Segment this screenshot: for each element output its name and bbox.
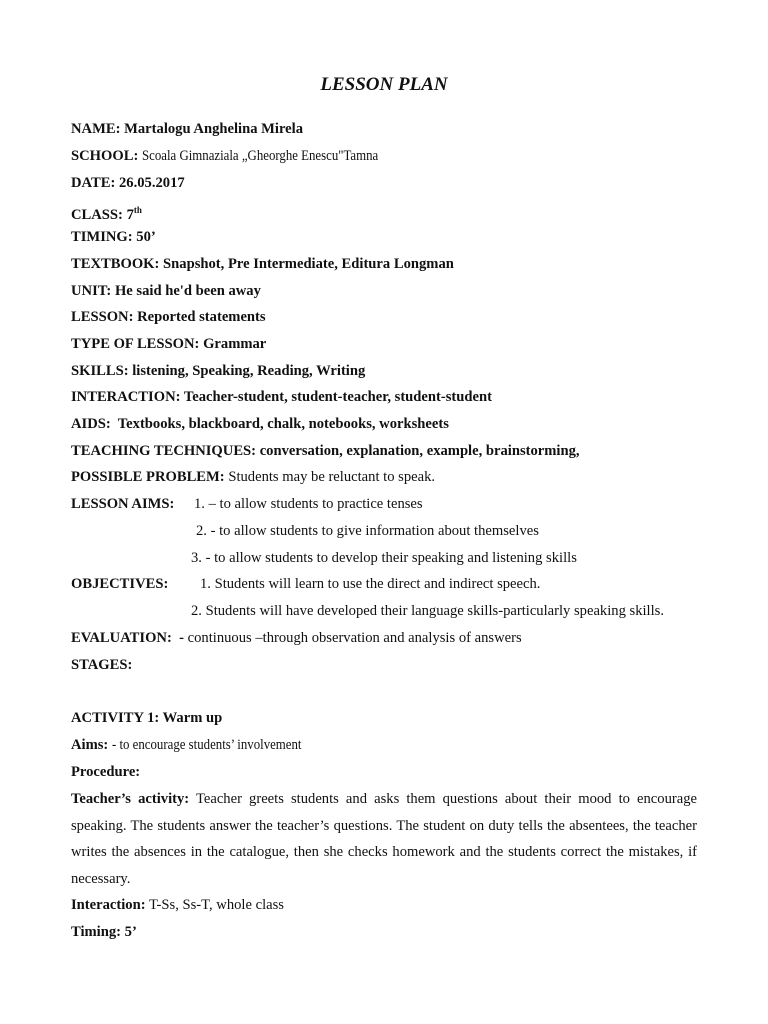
unit-label: UNIT: [71, 283, 112, 299]
unit-line [71, 282, 261, 300]
aids-value: Textbooks, blackboard, chalk, notebooks, worksheets [117, 416, 449, 432]
name-line [71, 120, 303, 138]
evaluation-line [71, 629, 522, 647]
date-label: DATE: [71, 175, 116, 191]
unit-value: He said he'd been away [114, 283, 261, 299]
name-label: NAME: [71, 121, 121, 137]
activity-aims-label: Aims: [71, 737, 109, 753]
class-superscript: th [133, 205, 142, 215]
lesson-aim-item: 1. – to allow students to practice tenses [194, 496, 423, 512]
problem-line [71, 468, 435, 486]
interaction-label: INTERACTION: [71, 389, 181, 405]
teacher-activity-label: Teacher’s activity: [71, 791, 190, 807]
techniques-label: TEACHING TECHNIQUES: [71, 443, 257, 459]
skills-line [71, 362, 365, 380]
aids-line [71, 415, 449, 433]
school-line [71, 147, 410, 165]
date-value: 26.05.2017 [118, 175, 185, 191]
type-label: TYPE OF LESSON: [71, 336, 200, 352]
activity-aims-value: - to encourage students’ involvement [111, 737, 302, 753]
objectives-label: OBJECTIVES: [71, 576, 169, 592]
evaluation-label: EVALUATION: [71, 630, 172, 646]
objective-item: 1. Students will learn to use the direct and indirect speech. [200, 576, 541, 592]
activity-timing-line [71, 923, 137, 941]
lesson-aim-item: 3. - to allow students to develop their speaking and listening skills [191, 550, 577, 566]
procedure-label: Procedure: [71, 764, 141, 780]
lesson-aim-item: 2. - to allow students to give information about themselves [196, 523, 539, 539]
textbook-value: Snapshot, Pre Intermediate, Editura Longman [163, 256, 454, 272]
stages-label: STAGES: [71, 657, 133, 673]
evaluation-dash: - [179, 630, 184, 646]
class-label: CLASS: [71, 207, 123, 223]
school-label: SCHOOL: [71, 148, 139, 164]
lesson-value: Reported statements [137, 309, 266, 325]
interaction-line [71, 388, 492, 406]
date-line [71, 174, 185, 192]
activity-heading: ACTIVITY 1: Warm up [71, 710, 223, 726]
timing-label: TIMING: [71, 229, 133, 245]
type-value: Grammar [203, 336, 267, 352]
techniques-line [71, 442, 580, 460]
activity-interaction-line [71, 896, 284, 914]
textbook-line [71, 255, 454, 273]
techniques-value: conversation, explanation, example, brainstorming, [259, 443, 580, 459]
activity-timing-value: 5’ [124, 924, 137, 940]
school-value: Scoala Gimnaziala „Gheorghe Enescu"Tamna [141, 148, 379, 164]
teacher-activity-text-b: speaking. The students answer the teacher’s questions. [71, 817, 393, 834]
teacher-activity-text-c: The student on duty tells the absentees, the teacher writes the absences in the catalogue, then she checks homework and the students correct the mistakes, if necessary. [71, 817, 697, 888]
lesson-label: LESSON: [71, 309, 134, 325]
page-title: LESSON PLAN [320, 74, 448, 95]
timing-line [71, 228, 156, 246]
objective-item: 2. Students will have developed their language skills-particularly speaking skills. [191, 603, 664, 619]
name-value: Martalogu Anghelina Mirela [124, 121, 304, 137]
teacher-activity-text-a: Teacher greets students and asks them questions about their mood to encourage [195, 791, 697, 807]
timing-value: 50’ [136, 229, 156, 245]
aids-label: AIDS: [71, 416, 111, 432]
class-value: 7 [126, 207, 134, 223]
problem-label: POSSIBLE PROBLEM: [71, 469, 225, 485]
interaction-value: Teacher-student, student-teacher, student-student [183, 389, 492, 405]
skills-label: SKILLS: [71, 363, 129, 379]
lesson-aims-label: LESSON AIMS: [71, 496, 175, 512]
class-line [71, 201, 142, 224]
textbook-label: TEXTBOOK: [71, 256, 160, 272]
activity-interaction-label: Interaction: [71, 897, 146, 913]
skills-value: listening, Speaking, Reading, Writing [132, 363, 366, 379]
activity-timing-label: Timing: [71, 924, 122, 940]
lesson-line [71, 308, 266, 326]
teacher-activity-paragraph [71, 786, 697, 893]
type-line [71, 335, 266, 353]
activity-aims-line [71, 736, 327, 754]
activity-interaction-value: T-Ss, Ss-T, whole class [148, 897, 284, 913]
evaluation-value: continuous –through observation and analysis of answers [187, 630, 522, 646]
problem-value: Students may be reluctant to speak. [228, 469, 436, 485]
